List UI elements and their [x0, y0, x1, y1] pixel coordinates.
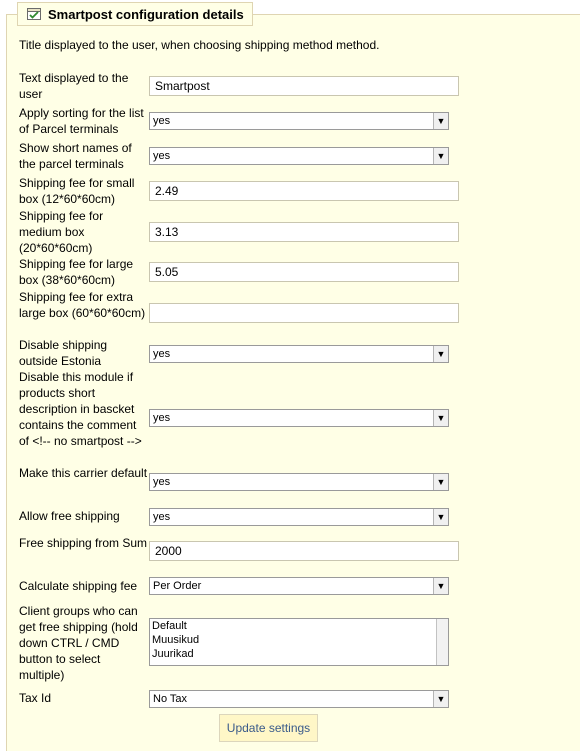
apply-sorting-select[interactable]: [149, 112, 449, 130]
config-legend: [17, 2, 253, 26]
disable-outside-select[interactable]: [149, 345, 449, 363]
dropdown-arrow-icon[interactable]: ▼: [433, 691, 448, 707]
update-settings-button[interactable]: Update settings: [219, 714, 318, 742]
tax-id-label: Tax Id: [19, 691, 52, 705]
dropdown-arrow-icon[interactable]: ▼: [433, 113, 448, 129]
fee-small-input[interactable]: 2.49: [149, 181, 459, 201]
short-names-label: Show short names of the parcel terminals: [19, 141, 132, 171]
fee-medium-label: Shipping fee for medium box (20*60*60cm): [19, 209, 104, 255]
text-displayed-input[interactable]: Smartpost: [149, 76, 459, 96]
dropdown-arrow-icon[interactable]: ▼: [433, 474, 448, 490]
short-names-value: yes: [153, 150, 171, 162]
disable-module-label: Disable this module if products short description in bascket contains the comment of <!-- no smartpost -->: [19, 370, 142, 448]
dropdown-arrow-icon[interactable]: ▼: [433, 346, 448, 362]
dropdown-arrow-icon[interactable]: ▼: [433, 410, 448, 426]
fee-small-label: Shipping fee for small box (12*60*60cm): [19, 176, 135, 206]
checklist-icon: [26, 7, 42, 21]
listbox-scrollbar[interactable]: [436, 619, 448, 665]
free-from-input[interactable]: 2000: [149, 541, 459, 561]
tax-id-select[interactable]: [149, 690, 449, 708]
free-shipping-select[interactable]: [149, 508, 449, 526]
apply-sorting-value: yes: [153, 115, 171, 127]
text-displayed-label: Text displayed to the user: [19, 71, 129, 101]
calc-fee-label: Calculate shipping fee: [19, 579, 138, 593]
default-carrier-select[interactable]: [149, 473, 449, 491]
client-groups-label: Client groups who can get free shipping (hold down CTRL / CMD button to select multiple): [19, 604, 138, 682]
dropdown-arrow-icon[interactable]: ▼: [433, 509, 448, 525]
fee-large-input[interactable]: 5.05: [149, 262, 459, 282]
fee-xlarge-label: Shipping fee for extra large box (60*60*60cm): [19, 290, 146, 320]
dropdown-arrow-icon[interactable]: ▼: [433, 148, 448, 164]
listbox-option[interactable]: Juurikad: [152, 648, 194, 660]
listbox-option[interactable]: Default: [152, 620, 187, 632]
default-carrier-value: yes: [153, 476, 171, 488]
tax-id-value: No Tax: [153, 693, 188, 705]
default-carrier-label: Make this carrier default: [19, 466, 148, 480]
fee-large-label: Shipping fee for large box (38*60*60cm): [19, 257, 134, 287]
short-names-select[interactable]: [149, 147, 449, 165]
client-groups-listbox[interactable]: [149, 618, 449, 666]
calc-fee-value: Per Order: [153, 580, 202, 592]
listbox-option[interactable]: Muusikud: [152, 634, 200, 646]
legend-title: Smartpost configuration details: [48, 6, 244, 22]
calc-fee-select[interactable]: [149, 577, 449, 595]
disable-outside-label: Disable shipping outside Estonia: [19, 338, 108, 368]
free-shipping-label: Allow free shipping: [19, 509, 120, 523]
disable-module-value: yes: [153, 412, 171, 424]
apply-sorting-label: Apply sorting for the list of Parcel terminals: [19, 106, 144, 136]
intro-text: Title displayed to the user, when choosing shipping method method.: [19, 38, 380, 52]
free-shipping-value: yes: [153, 511, 171, 523]
free-from-label: Free shipping from Sum: [19, 536, 148, 550]
disable-module-select[interactable]: [149, 409, 449, 427]
fee-medium-input[interactable]: 3.13: [149, 222, 459, 242]
disable-outside-value: yes: [153, 348, 171, 360]
dropdown-arrow-icon[interactable]: ▼: [433, 578, 448, 594]
fee-xlarge-input[interactable]: [149, 303, 459, 323]
